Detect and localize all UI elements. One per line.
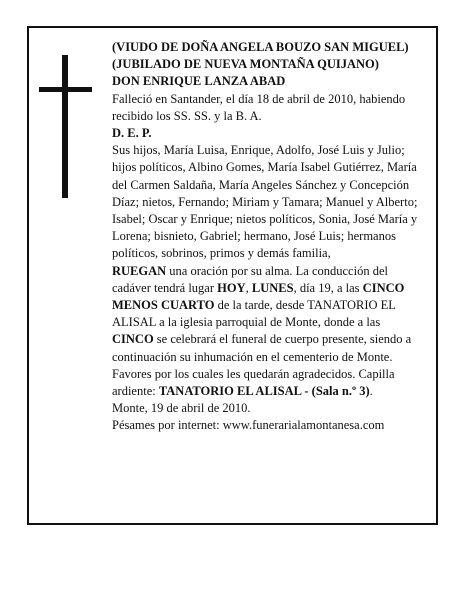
ceremony-text-1: una oración por su alma. La conducción del cadáver tendrá lugar — [112, 263, 388, 295]
dep-label: D. E. P. — [112, 126, 152, 141]
ceremony-comma: , — [245, 280, 252, 295]
ceremony-text-3: de la tarde, desde TANATORIO EL ALISAL a la iglesia parroquial de Monte, donde a las — [112, 298, 396, 330]
death-notice: Falleció en Santander, el día 18 de abril de 2010, habiendo recibido los SS. SS. y la B. A. — [112, 91, 406, 123]
condolences-line: Pésames por internet: www.funerarialamontanesa.com — [112, 418, 385, 433]
hoy-label: HOY — [217, 280, 246, 295]
obituary-text — [112, 39, 424, 435]
place-date: Monte, 19 de abril de 2010. — [112, 401, 251, 416]
cross-icon — [62, 55, 68, 198]
ceremony-details — [112, 263, 424, 401]
ceremony-text-5: . — [369, 384, 373, 399]
ceremony-text-4: se celebrará el funeral de cuerpo presente, siendo a continuación su inhumación en el cementerio de Monte. Favores por los cuales les quedarán agradecidos. Capilla ardiente: — [112, 332, 412, 399]
deceased-name: DON ENRIQUE LANZA ABAD — [112, 74, 286, 89]
lunes-label: LUNES — [251, 280, 294, 295]
ceremony-text-2: , día 19, a las — [293, 280, 363, 295]
chapel-label: TANATORIO EL ALISAL - (Sala n.º 3) — [158, 384, 370, 399]
funeral-time-label: CINCO — [112, 332, 154, 347]
cross-icon-bar — [39, 87, 92, 92]
ruegan-label: RUEGAN — [112, 263, 167, 278]
family-list: Sus hijos, María Luisa, Enrique, Adolfo, José Luis y Julio; hijos políticos, Albino Gomes, María Isabel Gutiérrez, María del Carmen Saldaña, María Angeles Sánchez y Concepción Díaz; nietos, Fernando; Miriam y Tamara; Manuel y Alberto; Isabel; Oscar y Enrique; nietos políticos, Sonia, José María y Lorena; bisnieto, Gabriel; hermano, José Luis; hermanos políticos, sobrinos, primos y demás familia, — [112, 143, 418, 261]
deceased-titles: (VIUDO DE DOÑA ANGELA BOUZO SAN MIGUEL) (JUBILADO DE NUEVA MONTAÑA QUIJANO) — [112, 40, 409, 72]
time-label: CINCO MENOS CUARTO — [112, 280, 405, 313]
